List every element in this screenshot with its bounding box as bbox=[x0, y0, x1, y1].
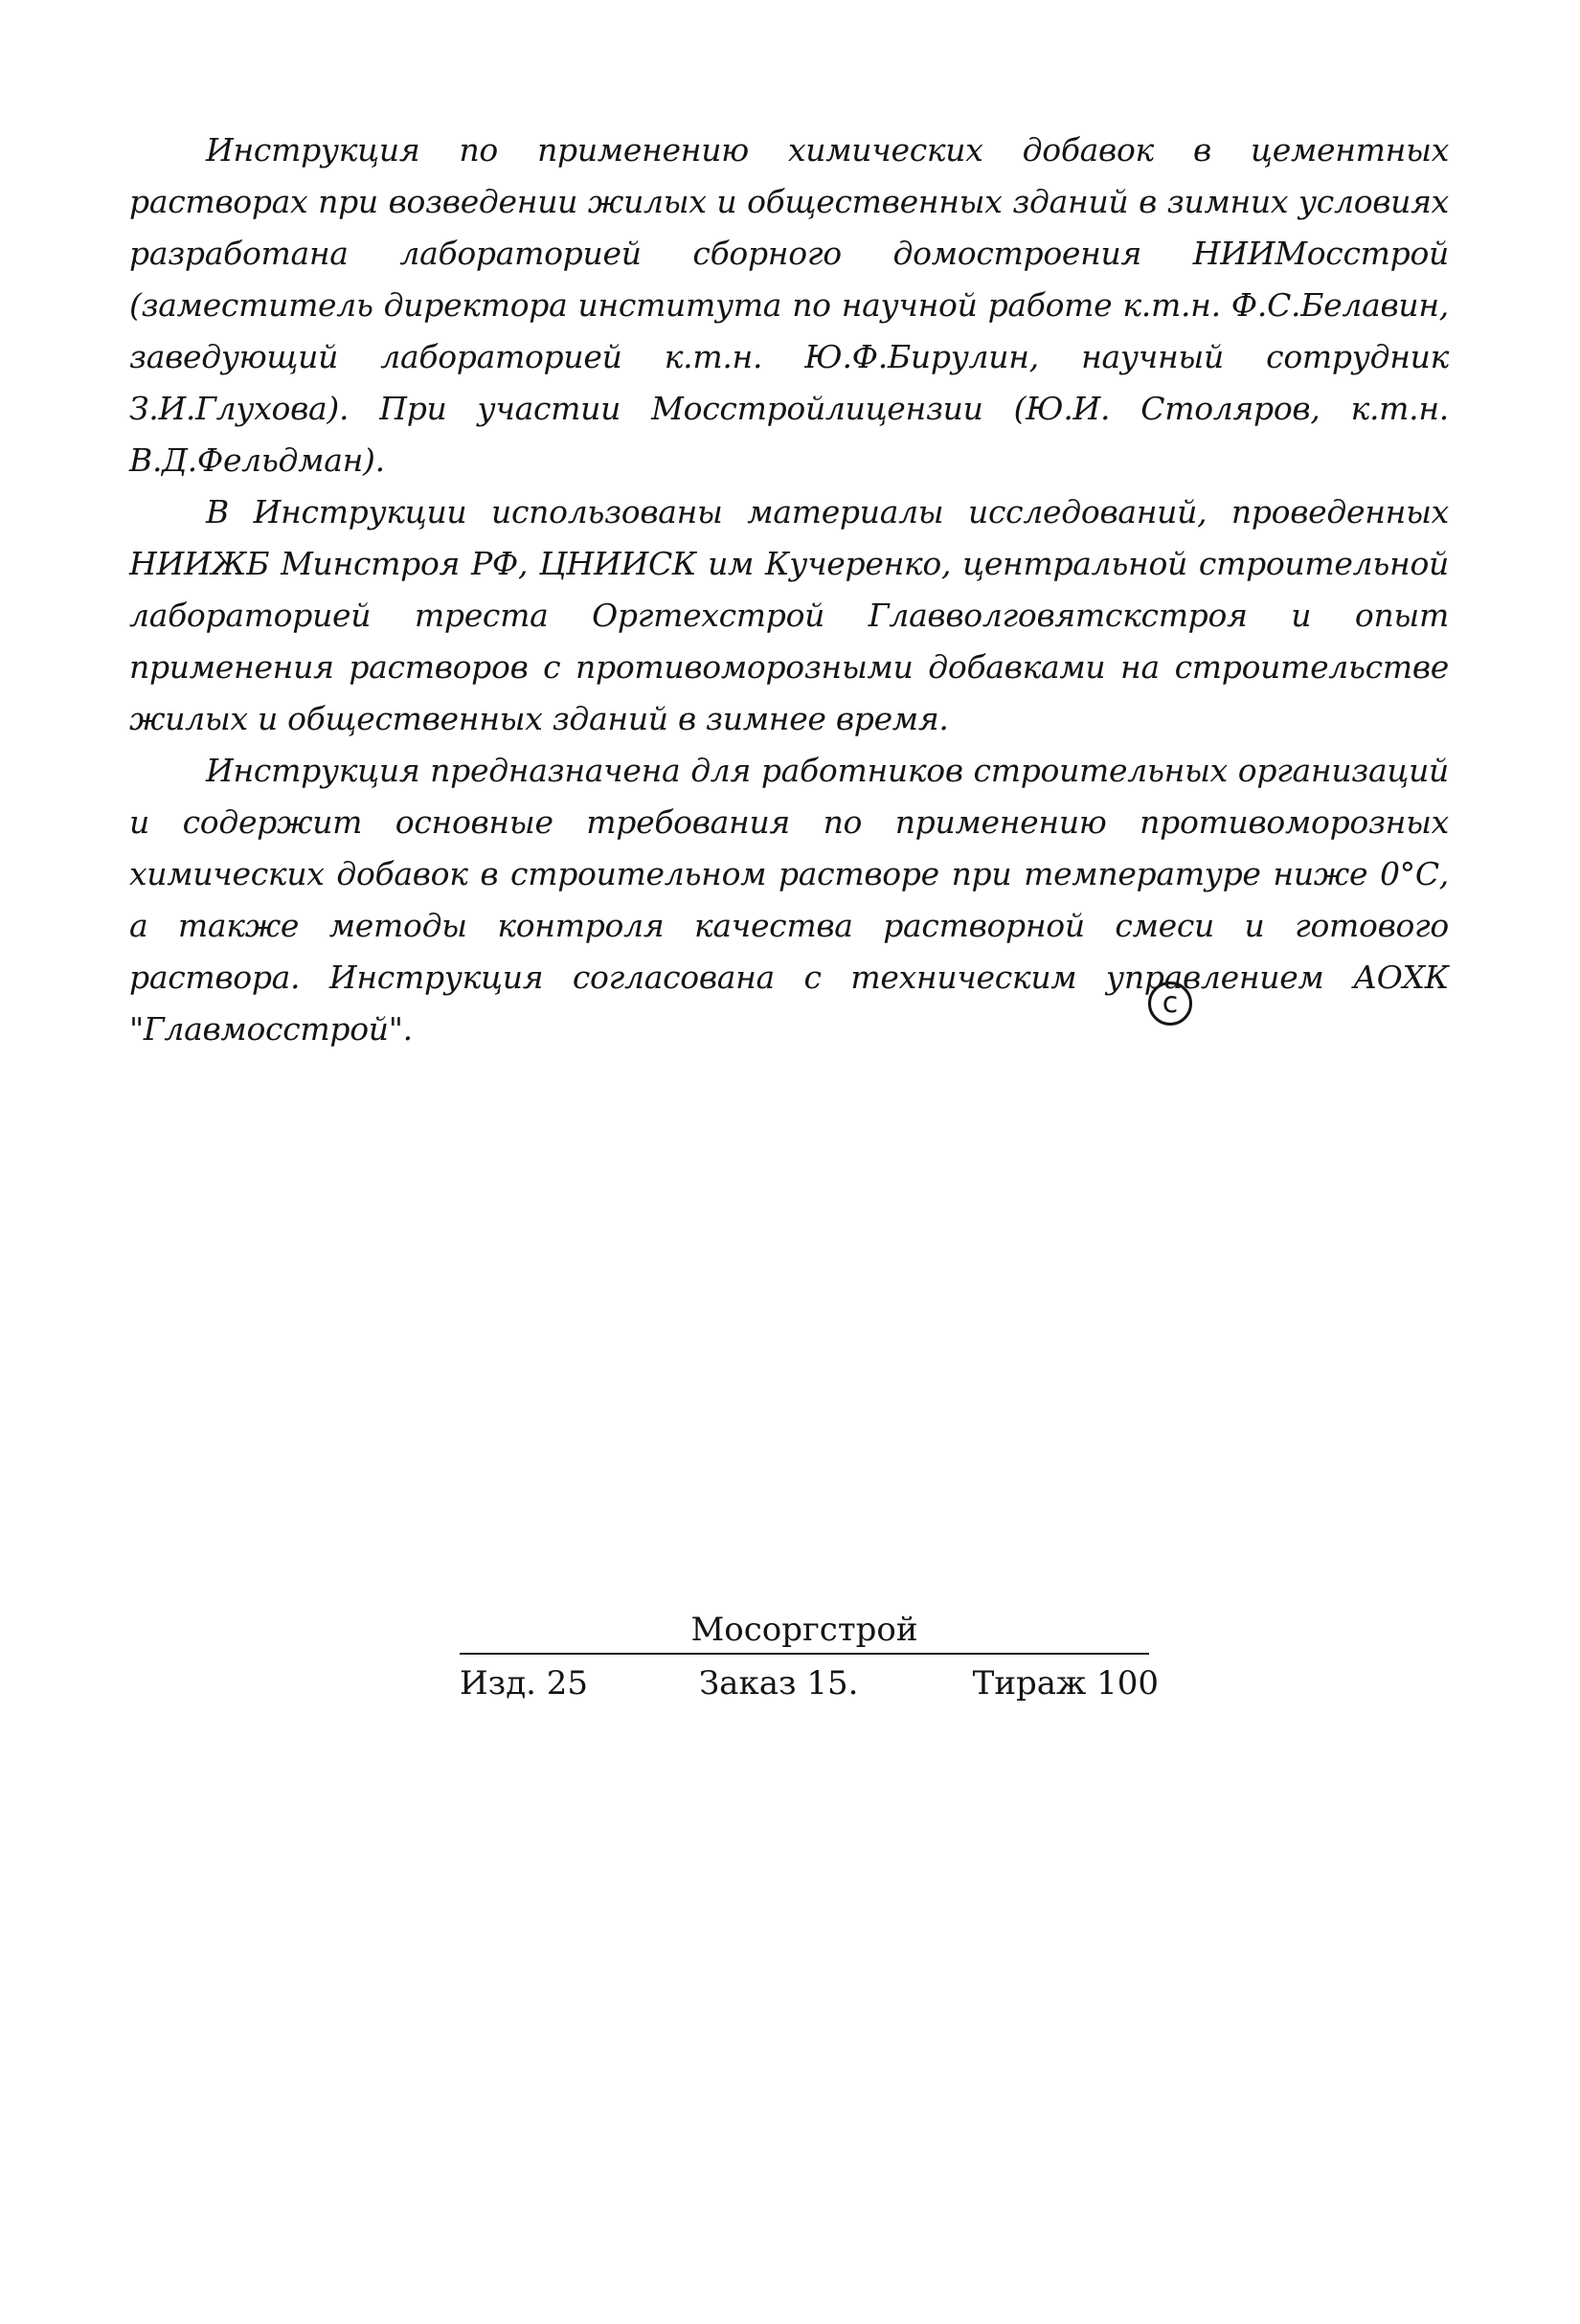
copyright-icon: c bbox=[1148, 981, 1192, 1026]
paragraph-purpose: Инструкция предназначена для работников строительных организаций и содержит основные требования по применению противоморозных химических добавок в строительном растворе при температуре ниже 0°С, а также методы контроля качества растворной смеси и готового раствора. Инструкция согласована с техническим управлением АОХК "Главмосстрой". bbox=[129, 752, 1449, 1048]
document-body bbox=[129, 124, 1449, 1055]
order-number: Заказ 15. bbox=[699, 1664, 859, 1703]
print-run: Тираж 100 bbox=[972, 1664, 1159, 1703]
paragraph-sources: В Инструкции использованы материалы исследований, проведенных НИИЖБ Минстроя РФ, ЦНИИСК им Кучеренко, центральной строительной лабораторией треста Оргтехстрой Главволговятскстроя и опыт применения растворов с противоморозными добавками на строительстве жилых и общественных зданий в зимнее время. bbox=[129, 493, 1449, 737]
edition-number: Изд. 25 bbox=[460, 1664, 589, 1703]
publisher-name: Мосоргстрой bbox=[460, 1609, 1149, 1655]
imprint-details bbox=[460, 1662, 1159, 1704]
imprint-block bbox=[460, 1609, 1159, 1704]
paragraph-authors: Инструкция по применению химических добавок в цементных растворах при возведении жилых и общественных зданий в зимних условиях разработана лабораторией сборного домостроения НИИМосстрой (заместитель директора института по научной работе к.т.н. Ф.С.Белавин, заведующий лабораторией к.т.н. Ю.Ф.Бирулин, научный сотрудник З.И.Глухова). При участии Мосстройлицензии (Ю.И. Столяров, к.т.н. В.Д.Фельдман). bbox=[129, 131, 1449, 479]
